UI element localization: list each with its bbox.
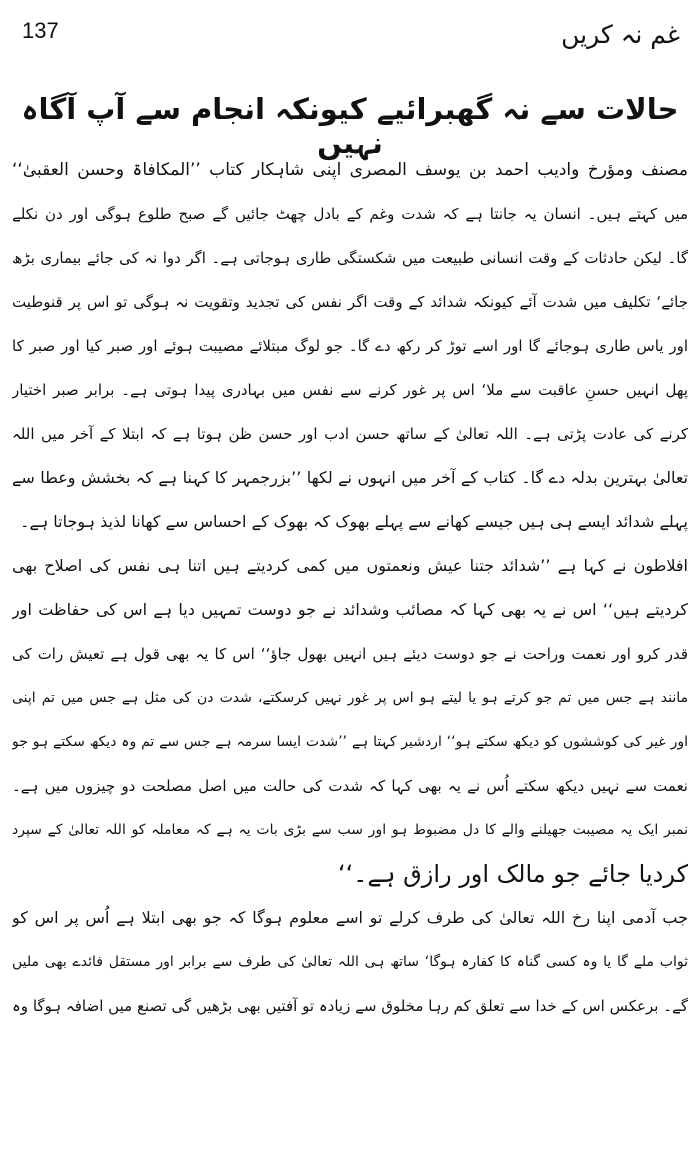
text-line: مصنف ومؤرخ وادیب احمد بن یوسف المصری اپنی شاہکار کتاب ’’المکافاۃ وحسن العقبیٰ‘‘ [12, 160, 688, 180]
text-line: کردیا جائے جو مالک اور رازق ہے۔‘‘ [338, 860, 688, 888]
text-line: میں کہتے ہیں۔ انسان یہ جانتا ہے کہ شدت وغم کے بادل چھٹ جائیں گے صبح طلوع ہوگی اور دن نکلے [12, 205, 688, 223]
chapter-title: حالات سے نہ گھبرائیے کیونکہ انجام سے آپ آگاہ نہیں [21, 92, 679, 160]
text-line: نمبر ایک یہ مصیبت جھیلنے والے کا دل مضبوط ہو اور سب سے بڑی بات یہ ہے کہ معاملہ کو اللہ تعالیٰ کے سپرد [12, 822, 688, 838]
running-header: غم نہ کریں [561, 20, 680, 49]
text-line: ثواب ملے گا یا وہ کسی گناہ کا کفارہ ہوگا‘ ساتھ ہی اللہ تعالیٰ کی طرف سے برابر اور مستقل فائدے بھی ملیں [12, 954, 688, 970]
page-number: 137 [22, 18, 59, 43]
text-line: اور غیر کی کوششوں کو دیکھ سکتے ہو‘‘ اردشیر کہتا ہے ’’شدت ایسا سرمہ ہے جس سے تم وہ دیکھ سکتے ہو جو [12, 734, 688, 750]
text-line: گا۔ لیکن حادثات کے وقت انسانی طبیعت میں شکستگی طاری ہوجاتی ہے۔ اگر دوا نہ کی جائے بیماری بڑھ [12, 249, 688, 267]
text-line: جائے‘ تکلیف میں شدت آئے کیونکہ شدائد کے وقت اگر نفس کی تجدید وتقویت نہ ہوگی تو اس پر قنوطیت [12, 293, 688, 311]
text-line: پھل انہیں حسنِ عاقبت سے ملا‘ اس پر غور کرنے سے نفس میں بہادری پیدا ہوتی ہے۔ برابر صبر اختیار [12, 381, 688, 399]
text-line: کرنے کی عادت پڑتی ہے۔ اللہ تعالیٰ کے ساتھ حسن ادب اور حسن ظن ہوتا ہے کہ ابتلا کے آخر میں اللہ [12, 425, 688, 443]
text-line: قدر کرو اور نعمت وراحت نے جو دوست دیئے ہیں انہیں بھول جاؤ‘‘ اس کا یہ بھی قول ہے تعیش رات کی [12, 645, 688, 663]
text-line: مانند ہے جس میں تم جو کرتے ہو یا لیتے ہو اس پر غور نہیں کرسکتے، شدت دن کی مثل ہے جس میں تم اپنی [12, 690, 688, 706]
text-line: نعمت سے نہیں دیکھ سکتے اُس نے یہ بھی کہا کہ شدت کی حالت میں اصل مصلحت دو چیزوں میں ہے۔ [12, 777, 688, 795]
text-line: اور یاس طاری ہوجائے گا اور اسے توڑ کر رکھ دے گا۔ جو لوگ مبتلائے مصیبت ہوئے اور صبر کیا اور صبر کا [12, 337, 688, 355]
text-line: جب آدمی اپنا رخ اللہ تعالیٰ کی طرف کرلے تو اسے معلوم ہوگا کہ جو بھی ابتلا ہے اُس پر اس کو [12, 908, 688, 927]
text-line: افلاطون نے کہا ہے ’’شدائد جتنا عیش ونعمتوں میں کمی کردیتے ہیں اتنا ہی نفس کی اصلاح بھی [12, 556, 688, 575]
text-line: کردیتے ہیں‘‘ اس نے یہ بھی کہا کہ مصائب وشدائد نے جو دوست تمہیں دیا ہے اس کی حفاظت اور [12, 600, 688, 619]
text-line: تعالیٰ بہترین بدلہ دے گا۔ کتاب کے آخر میں انہوں نے لکھا ’’بزرجمہر کا کہنا ہے کہ بخشش وعطا سے [12, 468, 688, 487]
text-line: پہلے شدائد ایسے ہی ہیں جیسے کھانے سے پہلے بھوک کہ بھوک کے احساس سے کھانا لذیذ ہوجاتا ہے۔ [20, 512, 688, 531]
body-text [12, 148, 688, 1028]
text-line: گے۔ برعکس اس کے خدا سے تعلق کم رہا مخلوق سے زیادہ تو آفتیں بھی بڑھیں گی تصنع میں اضافہ ہوگا وہ [12, 997, 688, 1015]
